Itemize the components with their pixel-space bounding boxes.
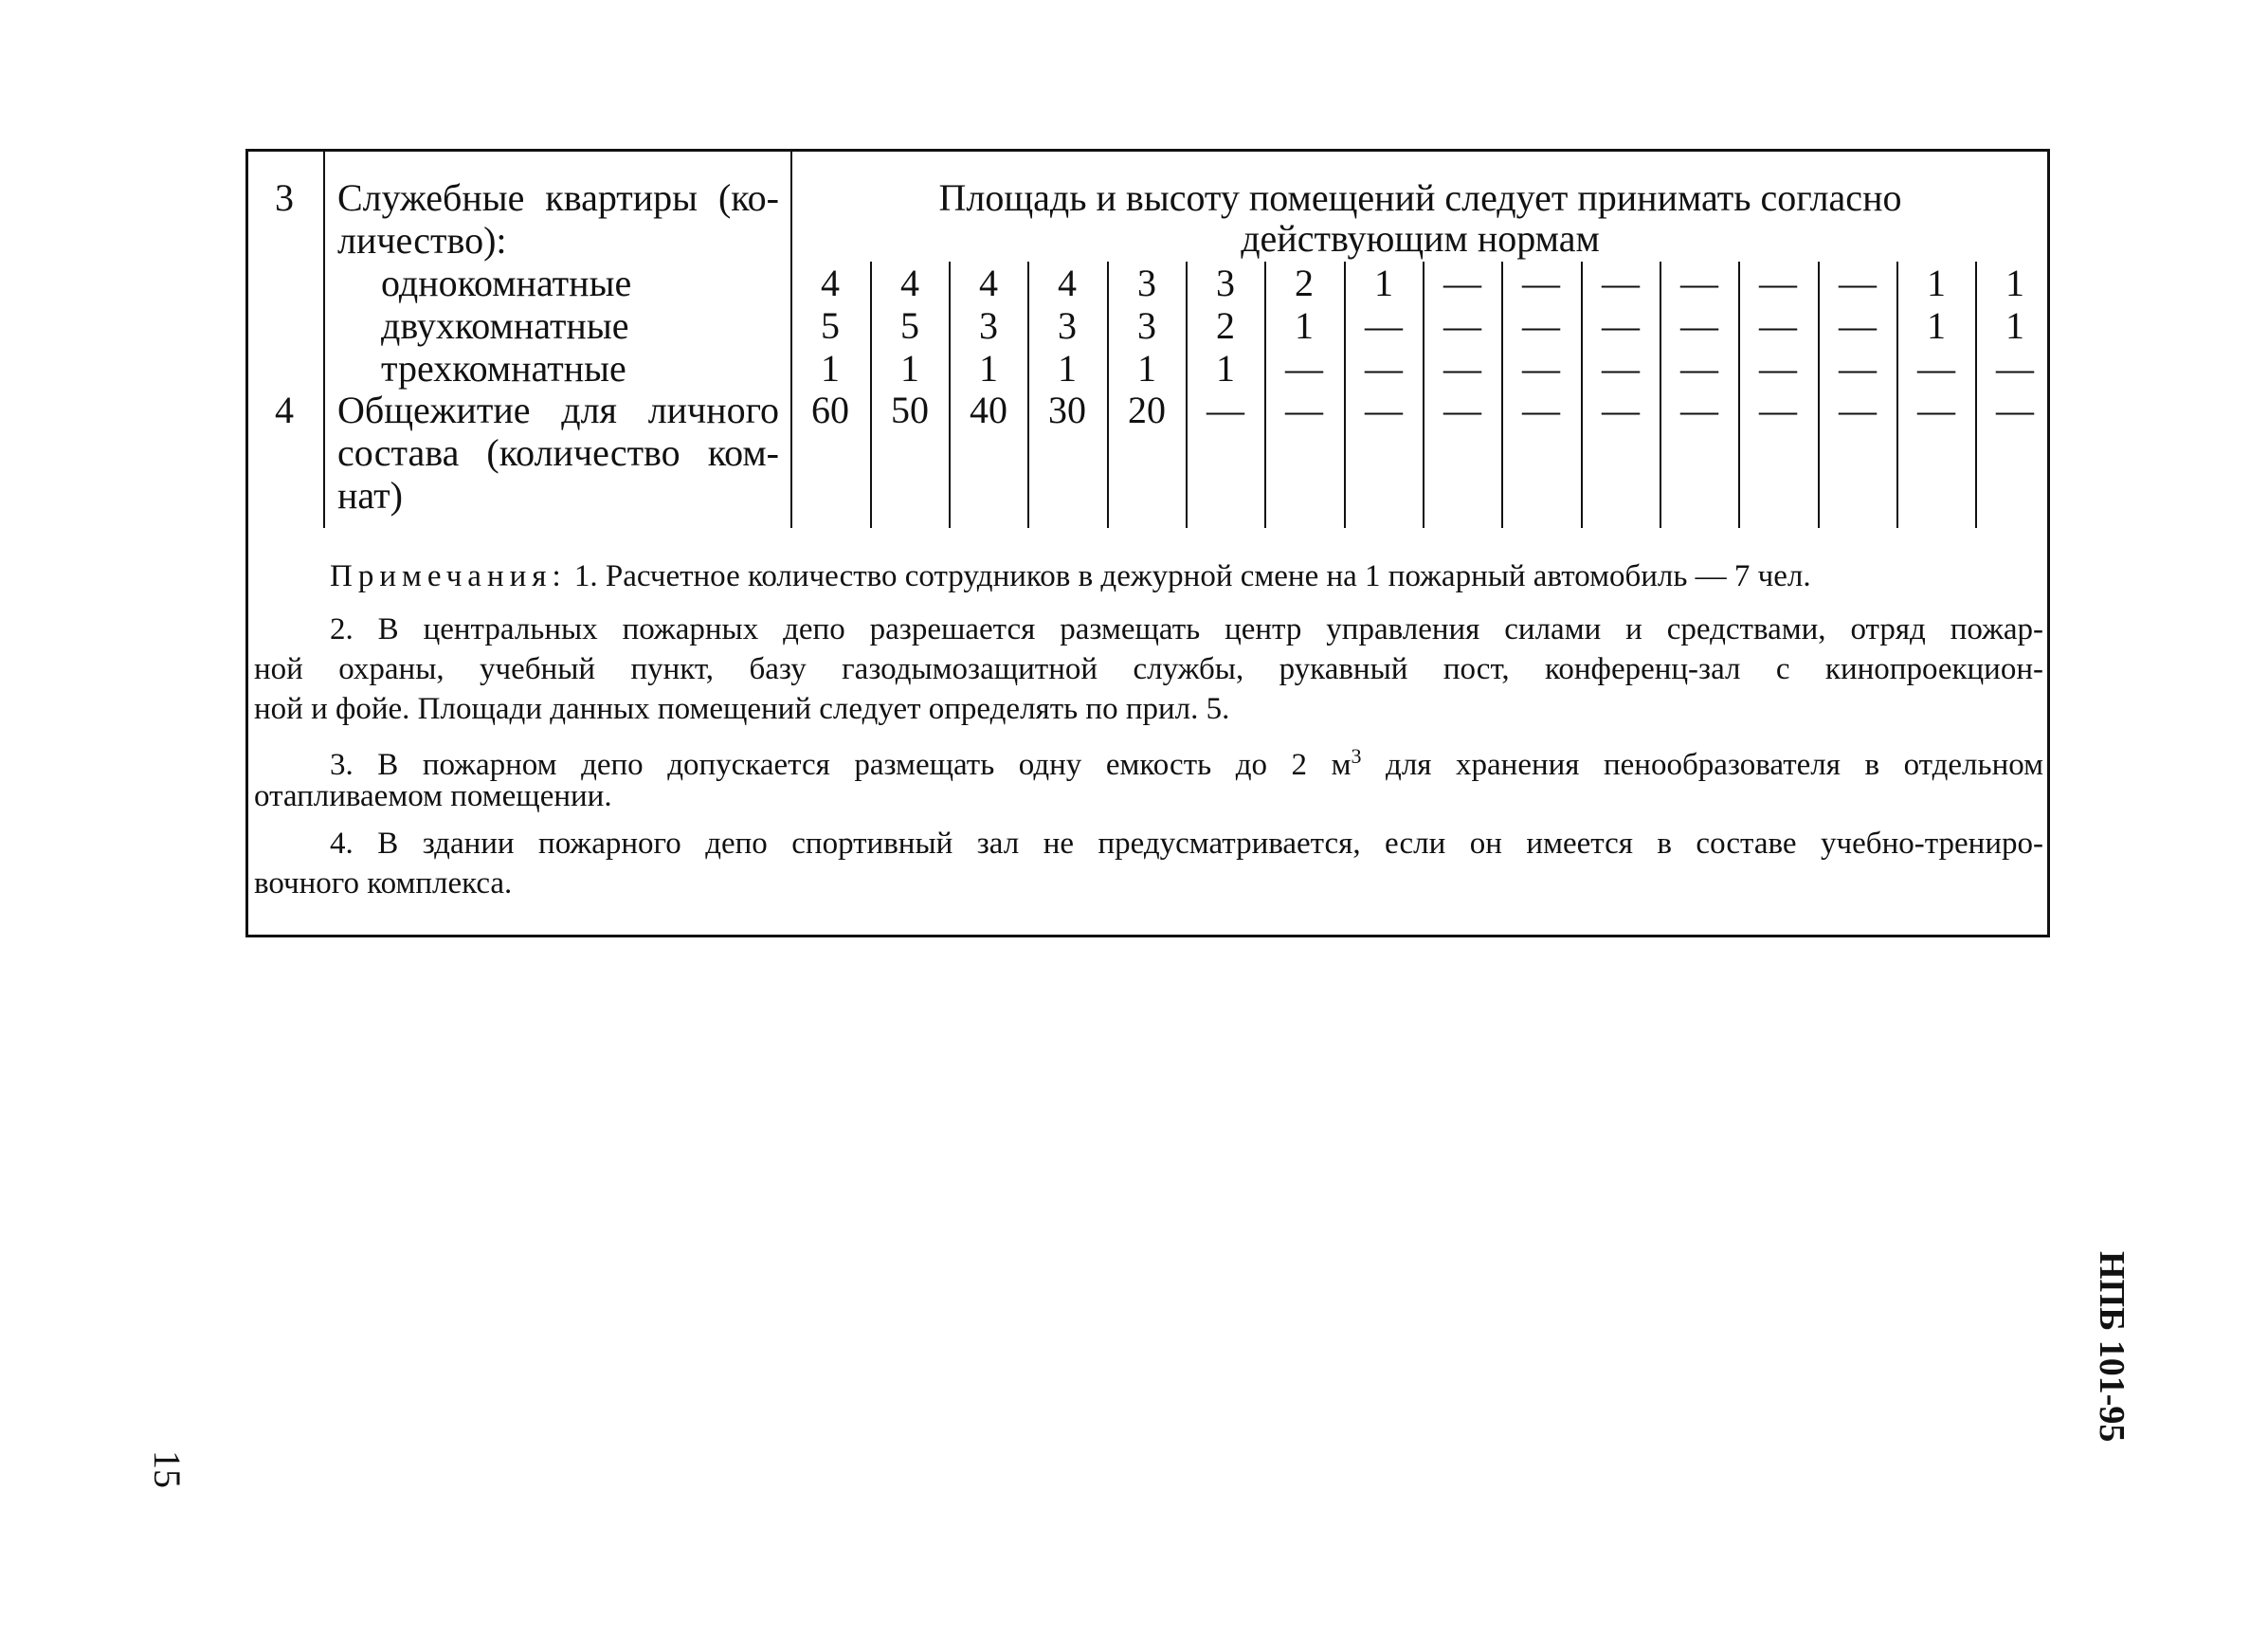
table-cell: 3 (1137, 304, 1156, 347)
table-cell: — (1759, 304, 1797, 347)
row-4-label-line-2: состава (количество ком- (337, 431, 779, 474)
table-cell: — (1522, 347, 1560, 390)
table-cell: 1 (821, 347, 840, 390)
table-cell: — (1759, 262, 1797, 304)
table-cell: — (1602, 347, 1640, 390)
table-cell: 4 (1058, 262, 1077, 304)
table-cell: 4 (900, 262, 919, 304)
row-3-sub-label-1: однокомнатные (381, 262, 632, 304)
table-cell: — (1759, 389, 1797, 431)
table-cell: — (1602, 389, 1640, 431)
table-cell: 1 (900, 347, 919, 390)
table-cell: 1 (1927, 304, 1946, 347)
table-cell: — (1996, 347, 2034, 390)
merged-header-line-1: Площадь и высоту помещений следует принимать согласно (938, 176, 1902, 219)
table-cell: 1 (1295, 304, 1314, 347)
table-cell: — (1285, 389, 1323, 431)
note-4-line-1: 4. В здании пожарного депо спортивный зал не предусматривается, если он имеется в составе учебно-трениро- (330, 827, 2043, 861)
note-2-line-3: ной и фойе. Площади данных помещений следует определять по прил. 5. (254, 692, 1230, 726)
row-4-number: 4 (275, 389, 294, 431)
table-cell: 30 (1048, 389, 1086, 431)
table-cell: 1 (1058, 347, 1077, 390)
table-cell: — (1365, 389, 1403, 431)
table-cell: — (1680, 389, 1718, 431)
note-3-line-2: отапливаемом помещении. (254, 779, 612, 813)
row-4-label-line-3: нат) (337, 474, 403, 517)
table-cell: — (1443, 389, 1481, 431)
page-number: 15 (146, 1450, 189, 1488)
table-cell: 3 (1058, 304, 1077, 347)
table-cell: 1 (1137, 347, 1156, 390)
table-cell: 2 (1295, 262, 1314, 304)
table-cell: — (1285, 347, 1323, 390)
table-cell: 1 (979, 347, 998, 390)
table-cell: — (1207, 389, 1244, 431)
table-cell: 1 (1927, 262, 1946, 304)
table-cell: — (1839, 304, 1877, 347)
table-cell: — (1522, 389, 1560, 431)
table-cell: 1 (2005, 262, 2024, 304)
table-cell: — (1917, 347, 1955, 390)
row-3-number: 3 (275, 176, 294, 219)
table-cell: — (1365, 304, 1403, 347)
table-cell: — (1602, 262, 1640, 304)
notes-heading: Примечания: (330, 559, 567, 593)
table-cell: — (1759, 347, 1797, 390)
row-3-sub-label-3: трехкомнатные (381, 347, 626, 390)
table-cell: — (1443, 347, 1481, 390)
note-2-line-2: ной охраны, учебный пункт, базу газодымозащитной службы, рукавный пост, конференц-зал с кинопроекцион- (254, 652, 2043, 686)
table-cell: 3 (1137, 262, 1156, 304)
row-4-label-line-1: Общежитие для личного (337, 389, 779, 431)
table-cell: 4 (821, 262, 840, 304)
table-cell: 3 (1216, 262, 1235, 304)
table-cell: 20 (1128, 389, 1166, 431)
table-cell: — (1680, 262, 1718, 304)
note-1 (330, 556, 2043, 596)
table-cell: — (1996, 389, 2034, 431)
table-cell: 40 (970, 389, 1007, 431)
table-cell: 5 (821, 304, 840, 347)
table-cell: — (1602, 304, 1640, 347)
table-cell: 1 (1216, 347, 1235, 390)
row-3-label-line-2: личество): (337, 219, 507, 262)
table-cell: — (1839, 262, 1877, 304)
table-cell: 50 (891, 389, 929, 431)
table-cell: — (1917, 389, 1955, 431)
table-cell: 1 (1374, 262, 1393, 304)
table-cell: — (1443, 304, 1481, 347)
row-3-label-line-1: Служебные квартиры (ко- (337, 176, 779, 219)
merged-header-line-2: действующим нормам (1241, 217, 1600, 260)
table-cell: — (1365, 347, 1403, 390)
table-cell: — (1443, 262, 1481, 304)
table-cell: 3 (979, 304, 998, 347)
note-2-line-1: 2. В центральных пожарных депо разрешается размещать центр управления силами и средствами, отряд пожар- (330, 612, 2043, 646)
table-cell: — (1522, 262, 1560, 304)
row-3-sub-label-2: двухкомнатные (381, 304, 629, 347)
document-code: НПБ 101-95 (2092, 1251, 2132, 1443)
table-cell: — (1680, 347, 1718, 390)
table-cell: 4 (979, 262, 998, 304)
note-3-line-1: 3. В пожарном депо допускается размещать одну емкость до 2 $м^3$ для хранения пенообразователя в отдельном (330, 744, 2043, 782)
table-cell: — (1839, 389, 1877, 431)
table-cell: — (1839, 347, 1877, 390)
table-cell: — (1522, 304, 1560, 347)
table-cell: 1 (2005, 304, 2024, 347)
superscript-3: 3 (1351, 744, 1362, 768)
col-divider-num (323, 149, 325, 528)
table-cell: 2 (1216, 304, 1235, 347)
note-1-text: 1. Расчетное количество сотрудников в дежурной смене на 1 пожарный автомобиль — 7 чел. (573, 559, 1811, 593)
note-4-line-2: вочного комплекса. (254, 866, 513, 900)
table-cell: 5 (900, 304, 919, 347)
table-cell: 60 (811, 389, 849, 431)
table-cell: — (1680, 304, 1718, 347)
